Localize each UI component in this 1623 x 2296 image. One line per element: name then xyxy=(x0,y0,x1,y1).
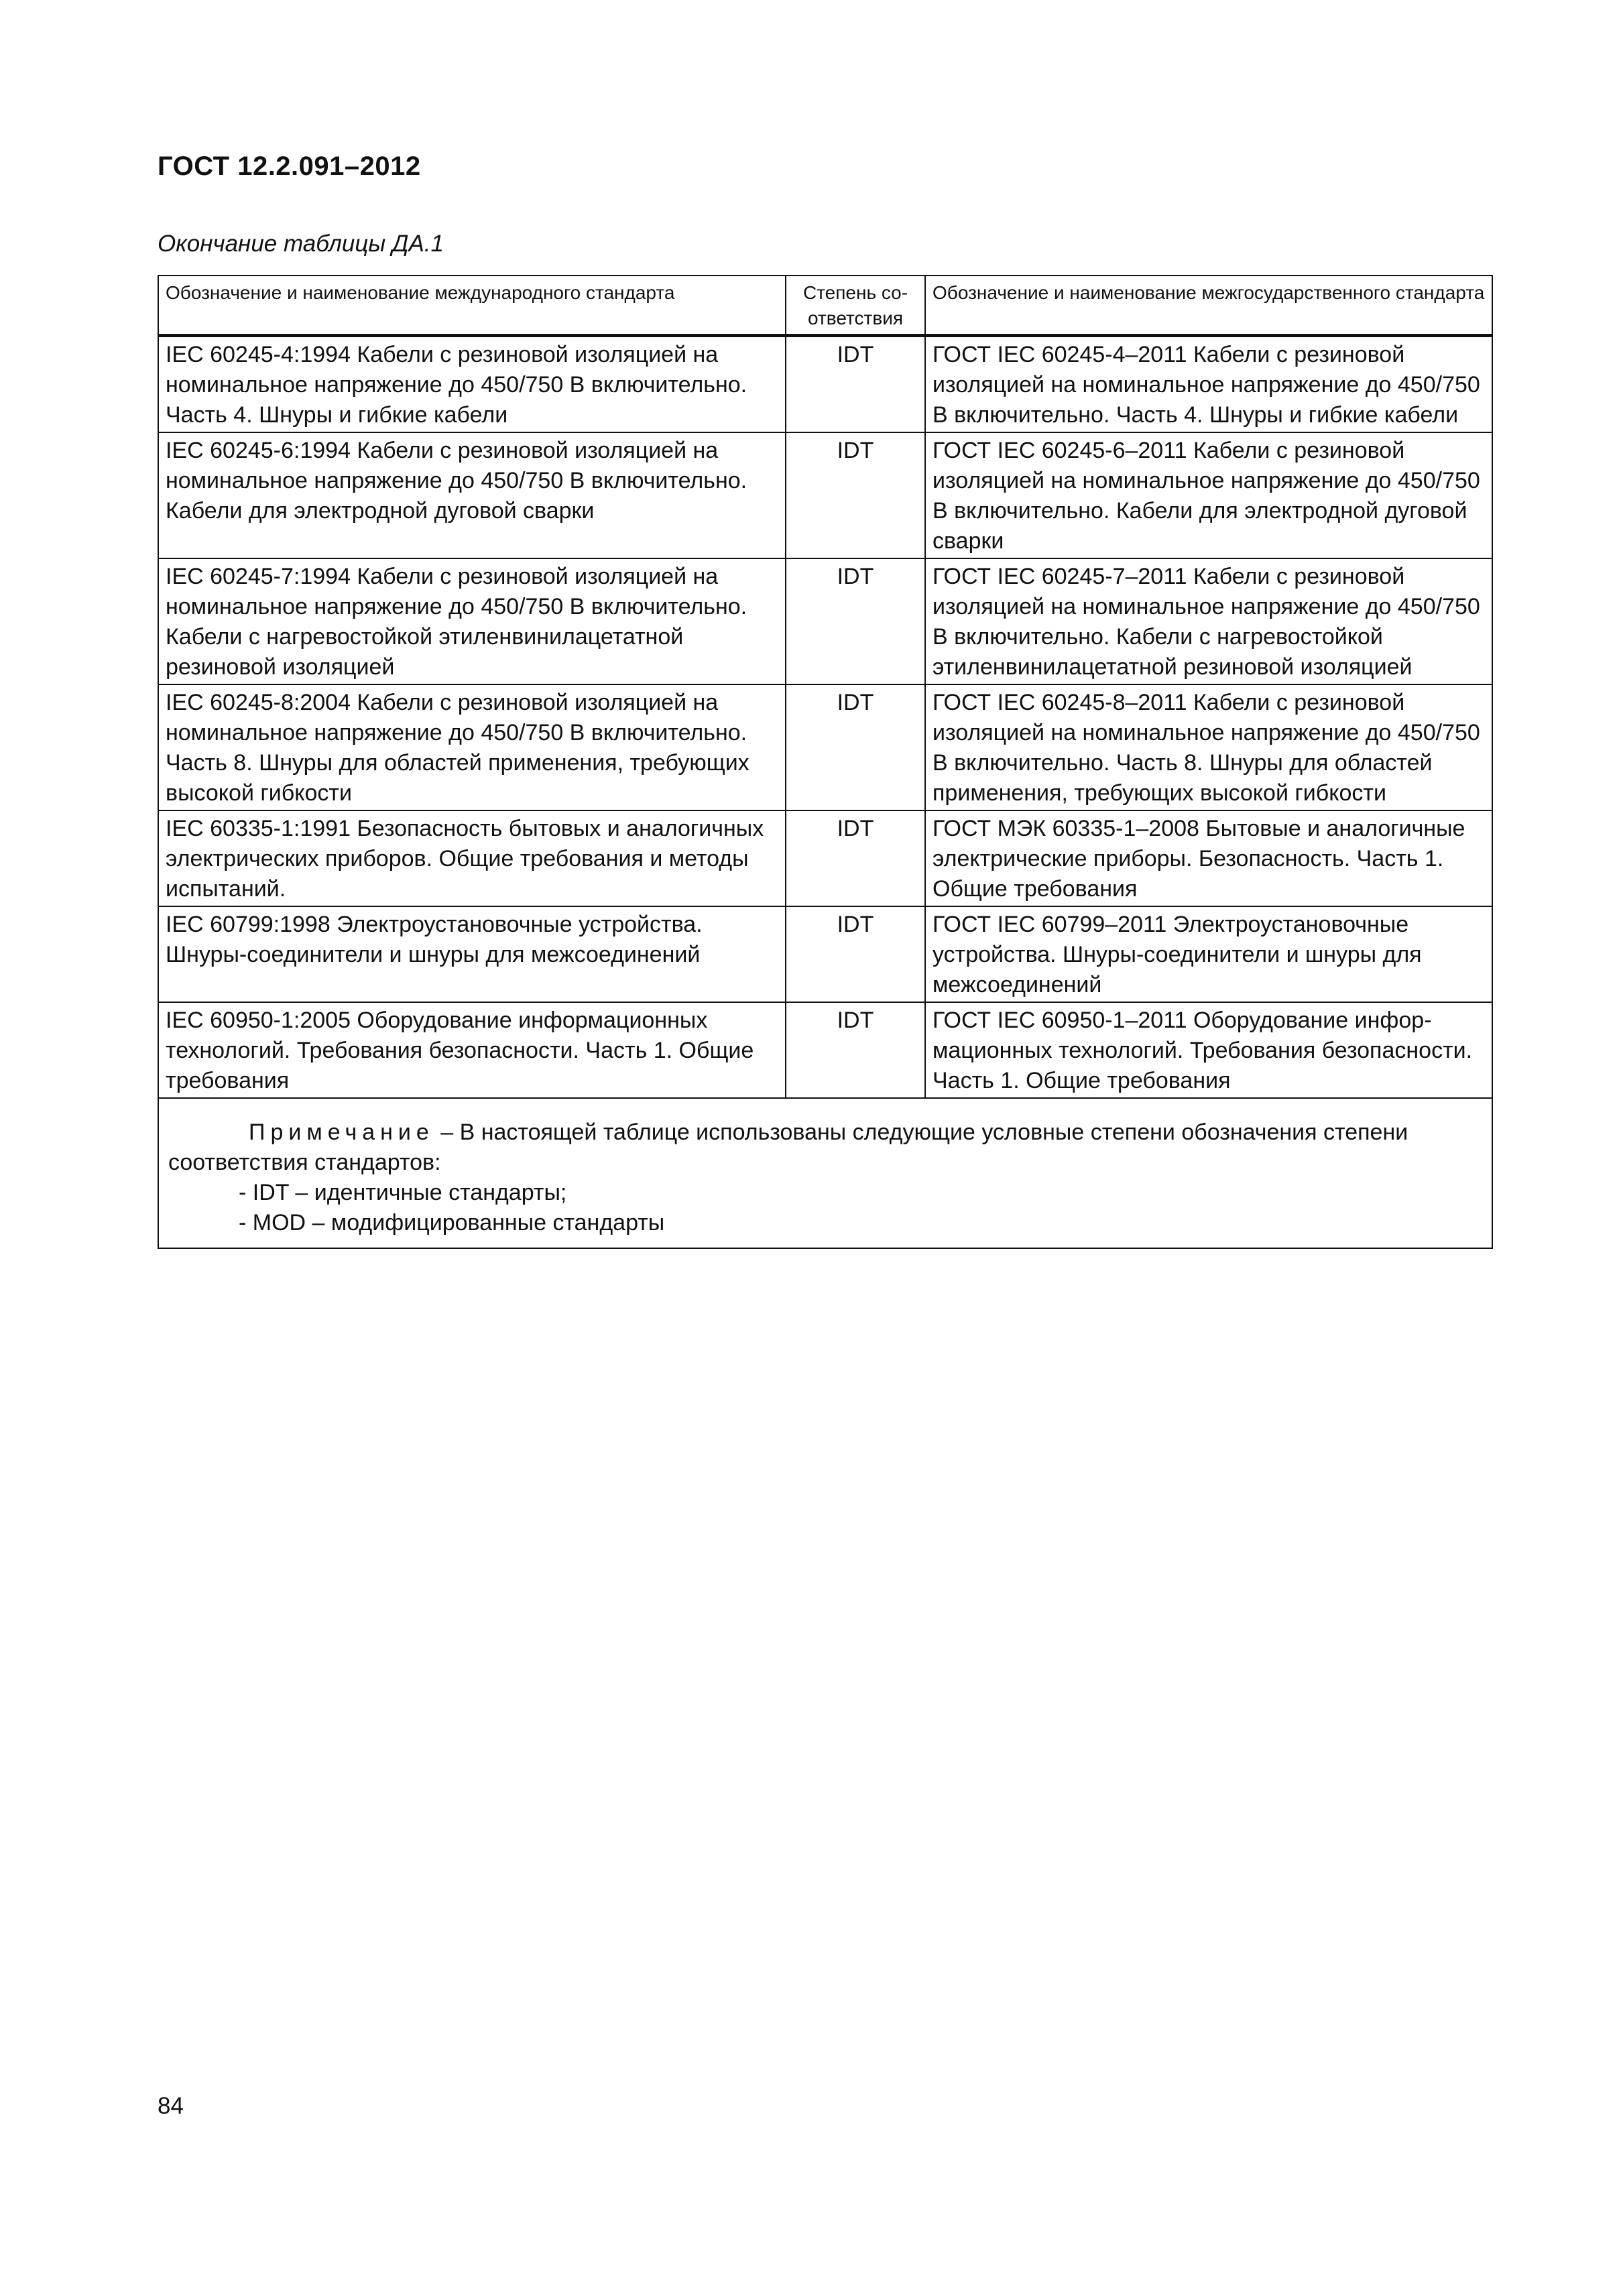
interstate-standard-cell: ГОСТ IEC 60245-7–2011 Кабели с резиновой изоляцией на номинальное напряжение до 450/750 В включительно. Кабели с нагревостойкой этиленвинилацетатной резиновой изоляцией xyxy=(925,558,1492,684)
international-standard-cell: IEC 60245-6:1994 Кабели с резиновой изоляцией на номинальное напряжение до 450/750 В включительно. Кабели для электродной дуговой сварки xyxy=(158,432,786,558)
international-standard-cell: IEC 60799:1998 Электроустановочные устройства. Шнуры-соединители и шнуры для межсоединений xyxy=(158,906,786,1002)
interstate-standard-cell: ГОСТ IEC 60799–2011 Электроустановочные устройства. Шнуры-соединители и шнуры для межсоединений xyxy=(925,906,1492,1002)
interstate-standard-cell: ГОСТ IEC 60950-1–2011 Оборудование информационных технологий. Требования безопасности. Часть 1. Общие требования xyxy=(925,1002,1492,1098)
table-row xyxy=(158,558,1492,684)
table-caption: Окончание таблицы ДА.1 xyxy=(158,231,444,257)
table-header-row xyxy=(158,276,1492,336)
header-interstate-standard: Обозначение и наименование межгосударственного стандарта xyxy=(925,276,1492,336)
note-item-mod: - MOD – модифицированные стандарты xyxy=(239,1210,665,1235)
degree-cell: IDT xyxy=(786,1002,925,1098)
header-international-standard: Обозначение и наименование международного стандарта xyxy=(158,276,786,336)
interstate-standard-cell: ГОСТ IEC 60245-6–2011 Кабели с резиновой изоляцией на номинальное напряжение до 450/750 В включительно. Кабели для электродной дуговой сварки xyxy=(925,432,1492,558)
table-note xyxy=(158,1098,1492,1248)
note-item-idt: - IDT – идентичные стандарты; xyxy=(239,1180,567,1205)
degree-cell: IDT xyxy=(786,432,925,558)
international-standard-cell: IEC 60950-1:2005 Оборудование информационных технологий. Требования безопасности. Часть 1. Общие требования xyxy=(158,1002,786,1098)
standards-correspondence-table xyxy=(158,275,1493,1249)
document-code: ГОСТ 12.2.091–2012 xyxy=(158,152,421,181)
degree-cell: IDT xyxy=(786,810,925,906)
table-row xyxy=(158,684,1492,810)
table-row xyxy=(158,336,1492,433)
note-text: – В настоящей таблице использованы следующие условные степени обозначения степени соответствия стандартов: xyxy=(168,1120,1408,1175)
table-row xyxy=(158,432,1492,558)
degree-cell: IDT xyxy=(786,336,925,433)
table-row xyxy=(158,906,1492,1002)
international-standard-cell: IEC 60245-8:2004 Кабели с резиновой изоляцией на номинальное напряжение до 450/750 В включительно. Часть 8. Шнуры для областей применения, требующих высокой гибкости xyxy=(158,684,786,810)
table-row xyxy=(158,810,1492,906)
international-standard-cell: IEC 60245-7:1994 Кабели с резиновой изоляцией на номинальное напряжение до 450/750 В включительно. Кабели с нагревостойкой этиленвинилацетатной резиновой изоляцией xyxy=(158,558,786,684)
degree-cell: IDT xyxy=(786,684,925,810)
degree-cell: IDT xyxy=(786,558,925,684)
degree-cell: IDT xyxy=(786,906,925,1002)
header-degree-of-correspondence: Степень соответствия xyxy=(786,276,925,336)
note-paragraph xyxy=(168,1117,1482,1178)
interstate-standard-cell: ГОСТ IEC 60245-4–2011 Кабели с резиновой изоляцией на номинальное напряжение до 450/750 В включительно. Часть 4. Шнуры и гибкие кабели xyxy=(925,336,1492,433)
note-label: Примечание xyxy=(249,1120,434,1145)
interstate-standard-cell: ГОСТ МЭК 60335-1–2008 Бытовые и аналогичные электрические приборы. Безопасность. Часть 1. Общие требования xyxy=(925,810,1492,906)
international-standard-cell: IEC 60335-1:1991 Безопасность бытовых и аналогичных электрических приборов. Общие требования и методы испытаний. xyxy=(158,810,786,906)
page-number: 84 xyxy=(158,2093,184,2119)
interstate-standard-cell: ГОСТ IEC 60245-8–2011 Кабели с резиновой изоляцией на номинальное напряжение до 450/750 В включительно. Часть 8. Шнуры для областей применения, требующих высокой гибкости xyxy=(925,684,1492,810)
international-standard-cell: IEC 60245-4:1994 Кабели с резиновой изоляцией на номинальное напряжение до 450/750 В включительно. Часть 4. Шнуры и гибкие кабели xyxy=(158,336,786,433)
table-row xyxy=(158,1002,1492,1098)
table-note-row xyxy=(158,1098,1492,1248)
